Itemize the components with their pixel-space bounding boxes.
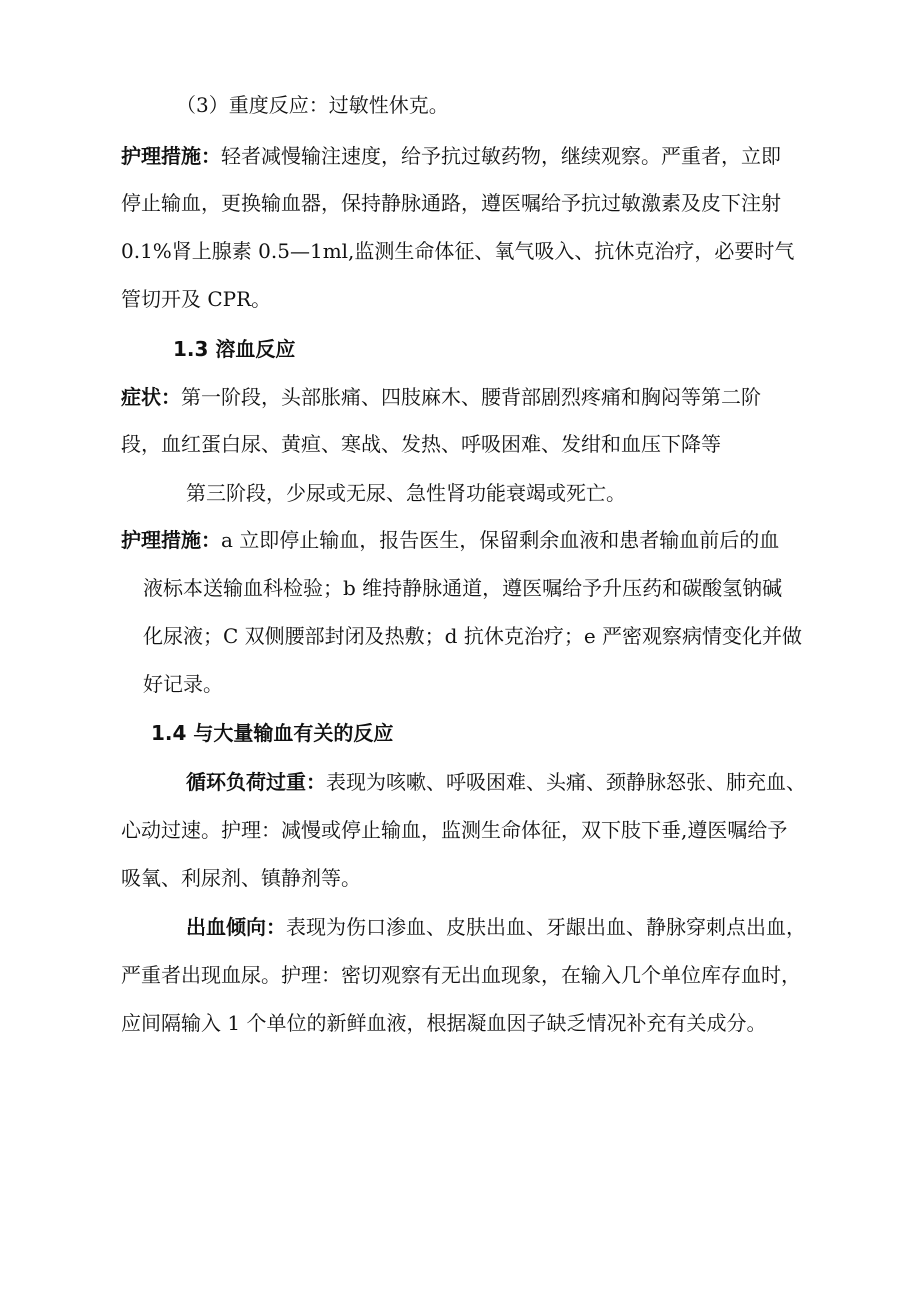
circulatory-overload-label: 循环负荷过重： (186, 770, 326, 794)
text-line: 严重者出现血尿。护理：密切观察有无出血现象，在输入几个单位库存血时， (121, 963, 801, 987)
section-heading-1-4: 1.4 与大量输血有关的反应 (151, 721, 394, 745)
text-span: 轻者减慢输注速度，给予抗过敏药物，继续观察。严重者，立即 (221, 144, 781, 168)
nursing-measures-label: 护理措施： (121, 528, 221, 552)
text-line (186, 913, 806, 941)
symptoms-label: 症状： (121, 385, 181, 409)
text-span: 表现为伤口渗血、皮肤出血、牙龈出血、静脉穿刺点出血， (286, 915, 806, 939)
text-line (121, 526, 779, 554)
text-line (186, 768, 806, 796)
nursing-measures-label: 护理措施： (121, 144, 221, 168)
text-line (121, 142, 781, 170)
text-span: 表现为咳嗽、呼吸困难、头痛、颈静脉怒张、肺充血、 (326, 770, 806, 794)
text-span: 第一阶段，头部胀痛、四肢麻木、腰背部剧烈疼痛和胸闷等第二阶 (181, 385, 761, 409)
section-heading-1-3: 1.3 溶血反应 (173, 337, 296, 361)
text-line (121, 383, 761, 411)
text-line: 液标本送输血科检验；b 维持静脉通道，遵医嘱给予升压药和碳酸氢钠碱 (143, 576, 783, 600)
text-line: 0.1%肾上腺素 0.5—1ml,监测生命体征、氧气吸入、抗休克治疗，必要时气 (121, 239, 795, 263)
text-line: 段，血红蛋白尿、黄疸、寒战、发热、呼吸困难、发绀和血压下降等 (121, 432, 721, 456)
text-line: 吸氧、利尿剂、镇静剂等。 (121, 866, 361, 890)
text-line: 第三阶段，少尿或无尿、急性肾功能衰竭或死亡。 (186, 481, 626, 505)
text-line: 停止输血，更换输血器，保持静脉通路，遵医嘱给予抗过敏激素及皮下注射 (121, 191, 781, 215)
text-line: 应间隔输入 1 个单位的新鲜血液，根据凝血因子缺乏情况补充有关成分。 (121, 1011, 767, 1035)
text-line: 好记录。 (143, 672, 223, 696)
text-line: （3）重度反应：过敏性休克。 (176, 93, 449, 117)
bleeding-tendency-label: 出血倾向： (186, 915, 286, 939)
text-line: 管切开及 CPR。 (121, 287, 272, 311)
text-line: 心动过速。护理：减慢或停止输血，监测生命体征，双下肢下垂,遵医嘱给予 (121, 818, 788, 842)
text-line: 化尿液；C 双侧腰部封闭及热敷；d 抗休克治疗；e 严密观察病情变化并做 (143, 624, 803, 648)
text-span: a 立即停止输血，报告医生，保留剩余血液和患者输血前后的血 (221, 528, 780, 552)
